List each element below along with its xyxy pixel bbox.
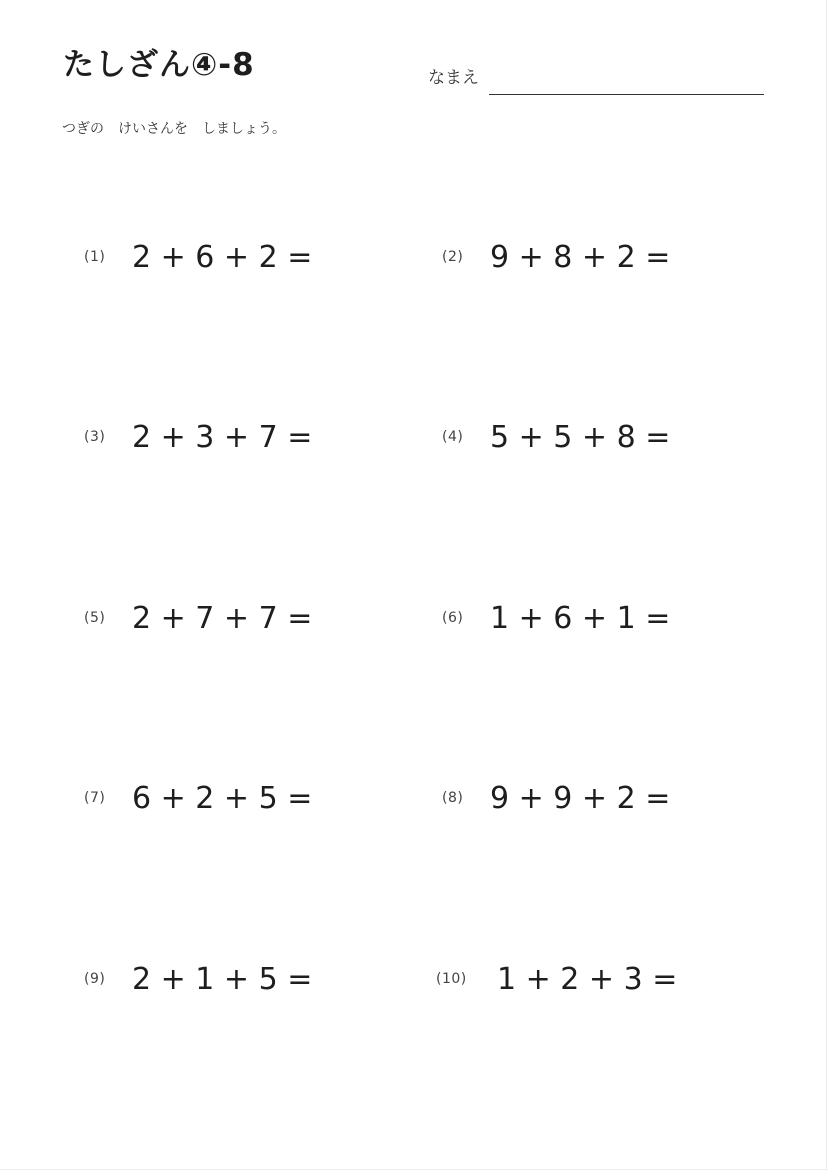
name-label: なまえ (428, 68, 479, 88)
problem-6 (442, 598, 670, 638)
problem-expression: 2 + 1 + 5 = (132, 961, 313, 997)
problem-expression: 2 + 7 + 7 = (132, 600, 313, 636)
problem-number: (8) (442, 790, 464, 806)
problem-10 (436, 959, 677, 999)
problem-number: (9) (84, 971, 106, 987)
problem-number: (2) (442, 249, 464, 265)
problem-expression: 9 + 9 + 2 = (490, 780, 671, 816)
problem-9 (84, 959, 312, 999)
problem-expression: 9 + 8 + 2 = (490, 239, 671, 275)
problem-number: (1) (84, 249, 106, 265)
problem-number: (10) (436, 971, 467, 987)
problem-expression: 2 + 3 + 7 = (132, 419, 313, 455)
problem-number: (7) (84, 790, 106, 806)
name-field-line[interactable] (489, 94, 764, 95)
worksheet-title: たしざん④-8 (63, 47, 255, 83)
problem-number: (4) (442, 429, 464, 445)
problem-1 (84, 237, 312, 277)
problem-expression: 6 + 2 + 5 = (132, 780, 313, 816)
problem-expression: 1 + 2 + 3 = (497, 961, 678, 997)
problem-4 (442, 417, 670, 457)
problem-expression: 5 + 5 + 8 = (490, 419, 671, 455)
problem-expression: 1 + 6 + 1 = (490, 600, 671, 636)
problem-8 (442, 778, 670, 818)
problem-number: (5) (84, 610, 106, 626)
problem-5 (84, 598, 312, 638)
problem-3 (84, 417, 312, 457)
problem-2 (442, 237, 670, 277)
instruction-text: つぎの けいさんを しましょう。 (62, 121, 286, 137)
problem-7 (84, 778, 312, 818)
problem-number: (3) (84, 429, 106, 445)
problem-expression: 2 + 6 + 2 = (132, 239, 313, 275)
problem-number: (6) (442, 610, 464, 626)
